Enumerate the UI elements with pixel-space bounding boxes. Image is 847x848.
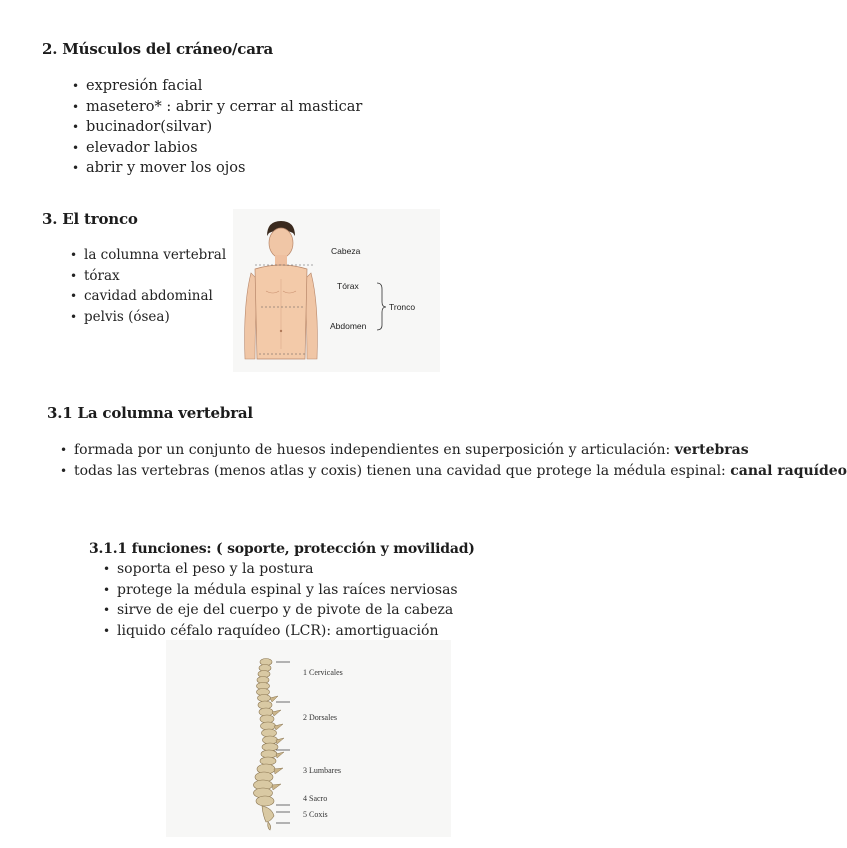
term-vertebras: vertebras xyxy=(674,442,749,458)
spine-figure xyxy=(166,640,451,837)
spine-illustration xyxy=(166,640,451,837)
spine-label-sacro: 4 Sacro xyxy=(303,794,328,803)
list-item: • masetero* : abrir y cerrar al masticar xyxy=(72,97,362,118)
label-abdomen: Abdomen xyxy=(330,321,367,331)
section-3-heading: 3. El tronco xyxy=(42,210,138,228)
section-2-heading: 2. Músculos del cráneo/cara xyxy=(42,40,273,58)
section-3-1-list xyxy=(60,440,847,481)
section-3-1-1-heading: 3.1.1 funciones: ( soporte, protección y movilidad) xyxy=(89,541,475,557)
spine-label-cervicales: 1 Cervicales xyxy=(303,668,343,677)
list-item xyxy=(60,440,749,461)
section-3-1-1-list xyxy=(103,559,458,641)
label-cabeza: Cabeza xyxy=(331,246,361,256)
section-3-1-heading: 3.1 La columna vertebral xyxy=(47,404,253,422)
vertebral-column xyxy=(254,659,279,831)
list-item: • pelvis (ósea) xyxy=(70,307,226,328)
list-item: • elevador labios xyxy=(72,138,362,159)
bullet-text: formada por un conjunto de huesos independientes en superposición y articulación: xyxy=(74,442,671,458)
list-item: • abrir y mover los ojos xyxy=(72,158,362,179)
label-tronco: Tronco xyxy=(389,302,416,312)
list-item: • cavidad abdominal xyxy=(70,286,226,307)
list-item: • expresión facial xyxy=(72,76,362,97)
spine-label-coxis: 5 Coxis xyxy=(303,810,328,819)
list-item: • sirve de eje del cuerpo y de pivote de la cabeza xyxy=(103,600,458,621)
spine-label-lumbares: 3 Lumbares xyxy=(303,766,341,775)
label-torax: Tórax xyxy=(337,281,359,291)
list-item: • tórax xyxy=(70,266,226,287)
list-item: • soporta el peso y la postura xyxy=(103,559,458,580)
torso-figure xyxy=(233,209,440,372)
list-item xyxy=(60,461,847,482)
section-3-list xyxy=(70,245,226,327)
list-item: • la columna vertebral xyxy=(70,245,226,266)
spine-label-dorsales: 2 Dorsales xyxy=(303,713,337,722)
list-item: • bucinador(silvar) xyxy=(72,117,362,138)
torso-illustration xyxy=(233,209,440,372)
term-canal-raquideo: canal raquídeo xyxy=(730,462,847,479)
list-item: • liquido céfalo raquídeo (LCR): amortiguación xyxy=(103,621,458,642)
list-item: • protege la médula espinal y las raíces nerviosas xyxy=(103,580,458,601)
bullet-text: todas las vertebras (menos atlas y coxis) tienen una cavidad que protege la médula espinal: xyxy=(74,462,726,479)
section-2-list xyxy=(72,76,362,179)
